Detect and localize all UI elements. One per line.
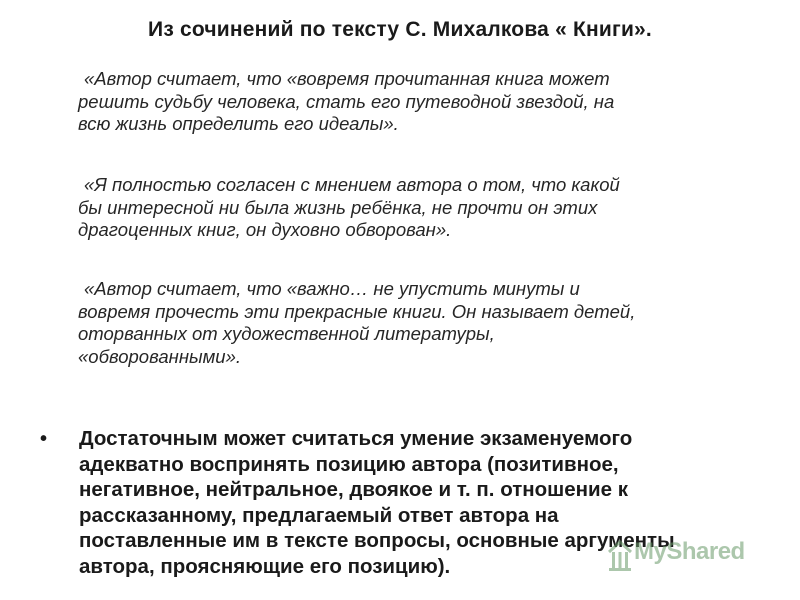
watermark: [606, 532, 766, 576]
quote-line: оторванных от художественной литературы,: [78, 323, 495, 344]
quote-line: бы интересной ни была жизнь ребёнка, не прочти он этих: [78, 196, 598, 218]
quote-1: [78, 68, 738, 136]
bullet-line: негативное, нейтральное, двоякое и т. п. отношение к: [79, 478, 628, 501]
slide-title: Из сочинений по тексту С. Михалкова « Книги».: [148, 18, 652, 41]
quote-line: «Я полностью согласен с мнением автора о том, что какой: [84, 174, 620, 195]
bullet-line: поставленные им в тексте вопросы, основные аргументы: [79, 529, 675, 552]
quote-line: вовремя прочесть эти прекрасные книги. Он называет детей,: [78, 300, 636, 322]
watermark-text: MyShared: [634, 538, 745, 565]
bullet-line: рассказанному, предлагаемый ответ автора на: [79, 503, 559, 527]
quote-line: «Автор считает, что «важно… не упустить минуты и: [84, 278, 580, 299]
quote-line: «обворованными».: [78, 345, 242, 367]
building-icon: [606, 538, 634, 572]
quote-line: «Автор считает, что «вовремя прочитанная книга может: [84, 68, 610, 89]
bullet-line: Достаточным может считаться умение экзаменуемого: [79, 427, 633, 450]
quote-3: [78, 278, 758, 368]
bullet-marker: •: [40, 428, 48, 450]
bullet-line: адекватно воспринять позицию автора (позитивное,: [79, 452, 619, 476]
bullet-line: автора, проясняющие его позицию).: [79, 554, 451, 578]
quote-2: [78, 174, 738, 242]
quote-line: драгоценных книг, он духовно обворован».: [78, 219, 452, 240]
quote-line: всю жизнь определить его идеалы».: [78, 113, 399, 134]
quote-line: решить судьбу человека, стать его путеводной звездой, на: [78, 90, 615, 112]
